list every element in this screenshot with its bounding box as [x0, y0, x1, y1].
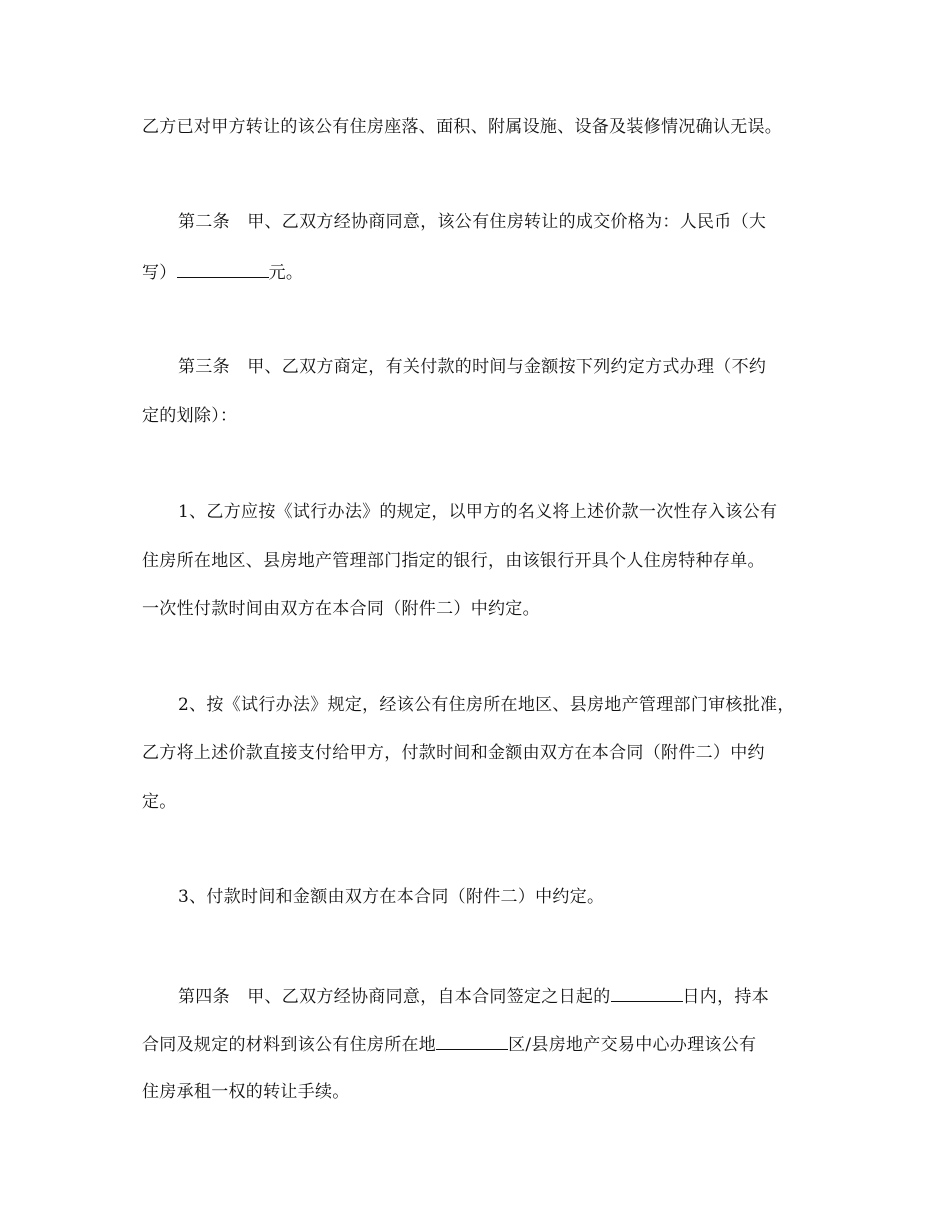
- text-segment: 区/县房地产交易中心办理该公有: [508, 1035, 757, 1055]
- item-1-line: 1、乙方应按《试行办法》的规定，以甲方的名义将上述价款一次性存入该公有: [178, 502, 778, 522]
- item-3-line: 3、付款时间和金额由双方在本合同（附件二）中约定。: [178, 887, 605, 907]
- article-4-line-with-blank: [178, 985, 822, 1007]
- text-segment: 合同及规定的材料到该公有住房所在地: [142, 1035, 437, 1055]
- article-4-line: 住房承租一权的转让手续。: [142, 1082, 350, 1102]
- article-3-line: 第三条 甲、乙双方商定，有关付款的时间与金额按下列约定方式办理（不约: [178, 357, 767, 377]
- text-segment: 元。: [268, 263, 304, 283]
- district-blank[interactable]: [436, 1033, 508, 1050]
- article-3-line: 定的划除）：: [142, 406, 238, 426]
- text-segment: 日内，持本: [682, 987, 769, 1007]
- item-2-line: 乙方将上述价款直接支付给甲方，付款时间和金额由双方在本合同（附件二）中约: [142, 743, 765, 763]
- item-1-line: 一次性付款时间由双方在本合同（附件二）中约定。: [142, 599, 540, 619]
- text-segment: 写）: [142, 263, 177, 283]
- item-2-line: 定。: [142, 792, 177, 812]
- days-blank[interactable]: [611, 985, 683, 1002]
- article-4-line-with-blank: [142, 1033, 822, 1055]
- item-1-line: 住房所在地区、县房地产管理部门指定的银行，由该银行开具个人住房特种存单。: [142, 551, 765, 571]
- item-2-line: 2、按《试行办法》规定，经该公有住房所在地区、县房地产管理部门审核批准，: [178, 695, 795, 715]
- article-2-line-with-blank: [142, 261, 822, 283]
- price-blank[interactable]: [177, 261, 269, 278]
- paragraph-line: 乙方已对甲方转让的该公有住房座落、面积、附属设施、设备及装修情况确认无误。: [142, 117, 783, 137]
- text-segment: 第四条 甲、乙双方经协商同意，自本合同签定之日起的: [178, 987, 611, 1007]
- article-2-line: 第二条 甲、乙双方经协商同意，该公有住房转让的成交价格为：人民币（大: [178, 212, 767, 232]
